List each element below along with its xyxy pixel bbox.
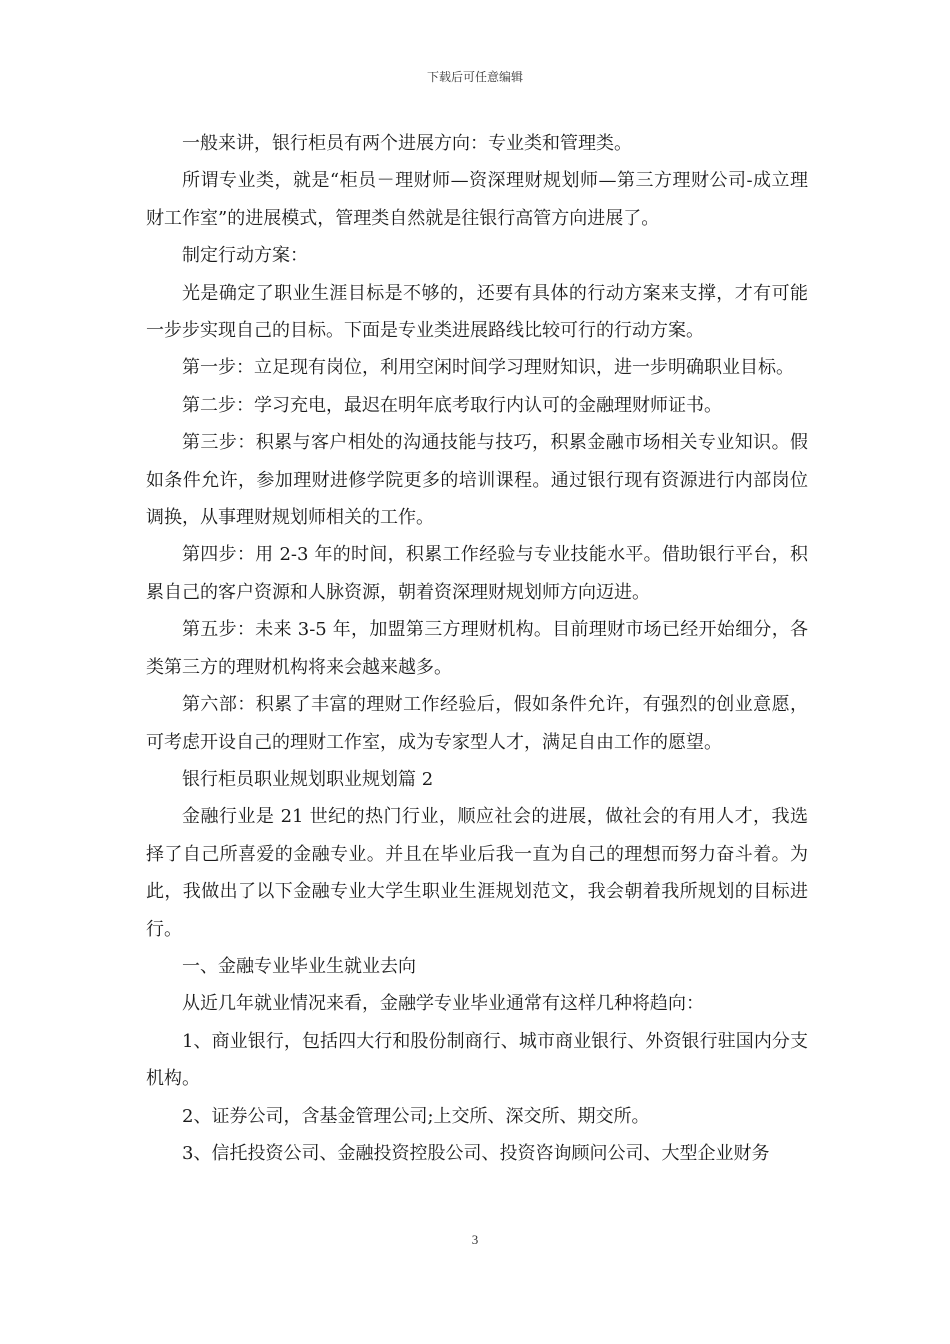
section-heading: 银行柜员职业规划职业规划篇 2	[182, 768, 434, 790]
page-header: 下载后可任意编辑	[426, 70, 523, 84]
list-item: 2、证券公司，含基金管理公司;上交所、深交所、期交所。	[182, 1105, 650, 1127]
paragraph: 第一步：立足现有岗位，利用空闲时间学习理财知识，进一步明确职业目标。	[182, 357, 794, 379]
paragraph: 第三步：积累与客户相处的沟通技能与技巧，积累金融市场相关专业知识。假如条件允许，参加理财进修学院更多的培训课程。通过银行现有资源进行内部岗位调换，从事理财规划师相关的工作。	[146, 432, 808, 529]
list-item: 3、信托投资公司、金融投资控股公司、投资咨询顾问公司、大型企业财务	[182, 1142, 770, 1164]
paragraph: 第二步：学习充电，最迟在明年底考取行内认可的金融理财师证书。	[182, 394, 722, 416]
document-body	[146, 125, 808, 1172]
paragraph: 一般来讲，银行柜员有两个进展方向：专业类和管理类。	[182, 133, 632, 154]
list-item: 1、商业银行，包括四大行和股份制商行、城市商业银行、外资银行驻国内分支机构。	[146, 1030, 808, 1090]
paragraph: 第五步：未来 3-5 年，加盟第三方理财机构。目前理财市场已经开始细分，各类第三方的理财机构将来会越来越多。	[146, 619, 808, 678]
page-number: 3	[471, 1232, 479, 1247]
paragraph: 所谓专业类，就是“柜员－理财师—资深理财规划师—第三方理财公司-成立理财工作室”的进展模式，管理类自然就是往银行高管方向进展了。	[146, 170, 808, 229]
paragraph: 金融行业是 21 世纪的热门行业，顺应社会的进展，做社会的有用人才，我选择了自己所喜爱的金融专业。并且在毕业后我一直为自己的理想而努力奋斗着。为此，我做出了以下金融专业大学生职业生涯规划范文，我会朝着我所规划的目标进行。	[146, 806, 808, 940]
subsection-heading: 一、金融专业毕业生就业去向	[182, 955, 416, 977]
paragraph: 第六部：积累了丰富的理财工作经验后，假如条件允许，有强烈的创业意愿，可考虑开设自己的理财工作室，成为专家型人才，满足自由工作的愿望。	[146, 694, 808, 753]
paragraph: 第四步：用 2-3 年的时间，积累工作经验与专业技能水平。借助银行平台，积累自己的客户资源和人脉资源，朝着资深理财规划师方向迈进。	[146, 544, 808, 603]
paragraph: 从近几年就业情况来看，金融学专业毕业通常有这样几种将趋向：	[182, 993, 704, 1015]
paragraph: 光是确定了职业生涯目标是不够的，还要有具体的行动方案来支撑，才有可能一步步实现自己的目标。下面是专业类进展路线比较可行的行动方案。	[146, 282, 808, 342]
paragraph: 制定行动方案：	[182, 245, 308, 267]
